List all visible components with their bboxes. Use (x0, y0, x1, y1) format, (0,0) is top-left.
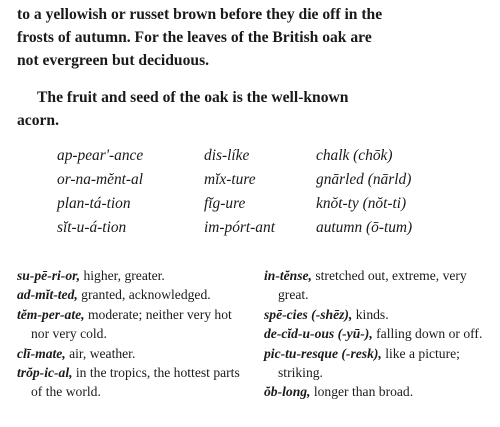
definition-text: granted, acknowledged. (77, 287, 211, 303)
word: sĭt-u-á-tion (57, 219, 127, 236)
definition-entry (17, 363, 253, 402)
word: fĭg-ure (204, 195, 246, 212)
definition-entry (264, 324, 496, 343)
definition-term: in-tĕnse, (264, 268, 312, 283)
text-line: acorn. (17, 112, 60, 129)
word: ap-pear'-ance (57, 147, 144, 164)
word-row (0, 171, 500, 195)
word: gnārled (nārld) (316, 171, 412, 188)
definitions-right-column (264, 266, 496, 402)
word: chalk (chōk) (316, 147, 393, 164)
definition-term: trŏp-ic-al, (17, 365, 73, 381)
definition-entry (264, 305, 496, 324)
paragraph-oak-leaves (17, 3, 487, 72)
definitions-left-column (17, 266, 253, 402)
definition-text: like a picture; striking. (278, 345, 460, 381)
definition-term: pic-tu-resque (-resk), (264, 345, 382, 361)
definition-term: ŏb-long, (264, 384, 311, 400)
definition-term: ad-mĭt-ted, (17, 287, 78, 303)
definition-text: air, weather. (65, 345, 136, 361)
definition-entry (264, 382, 496, 401)
definition-entry (264, 266, 496, 305)
definition-text: stretched out, extreme, very great. (278, 268, 467, 303)
text-line: The fruit and seed of the oak is the well-known (37, 89, 349, 106)
text-line: frosts of autumn. For the leaves of the British oak are (17, 29, 372, 46)
word: dis-líke (204, 147, 250, 164)
word-row (0, 195, 500, 219)
definition-entry (17, 305, 253, 344)
definition-text: moderate; neither very hot nor very cold. (31, 306, 232, 342)
definition-text: higher, greater. (80, 268, 165, 283)
word: autumn (ō-tum) (316, 219, 413, 236)
definition-entry (264, 344, 496, 383)
text-line: not evergreen but deciduous. (17, 52, 210, 69)
word: im-pórt-ant (204, 219, 275, 236)
definition-entry (17, 285, 253, 304)
word-row (0, 219, 500, 243)
definition-text: falling down or off. (372, 326, 483, 342)
definition-entry (17, 344, 253, 363)
definition-term: spē-cies (-shēz), (264, 306, 353, 322)
word: plan-tá-tion (57, 195, 131, 212)
word-row (0, 147, 500, 171)
word: mĭx-ture (204, 171, 256, 188)
definition-entry (17, 266, 253, 285)
text-line: to a yellowish or russet brown before they die off in the (17, 6, 383, 23)
definition-term: tĕm-per-ate, (17, 306, 85, 322)
definition-text: kinds. (352, 306, 389, 322)
definition-term: de-cĭd-u-ous (-yū-), (264, 326, 373, 342)
definition-text: longer than broad. (310, 384, 414, 400)
word: or-na-mĕnt-al (57, 171, 144, 188)
paragraph-acorn (17, 86, 487, 132)
definition-term: su-pē-ri-or, (17, 268, 81, 283)
definition-term: clī-mate, (17, 345, 66, 361)
word: knŏt-ty (nŏt-ti) (316, 195, 407, 212)
definition-text: in the tropics, the hottest parts of the world. (31, 365, 240, 400)
